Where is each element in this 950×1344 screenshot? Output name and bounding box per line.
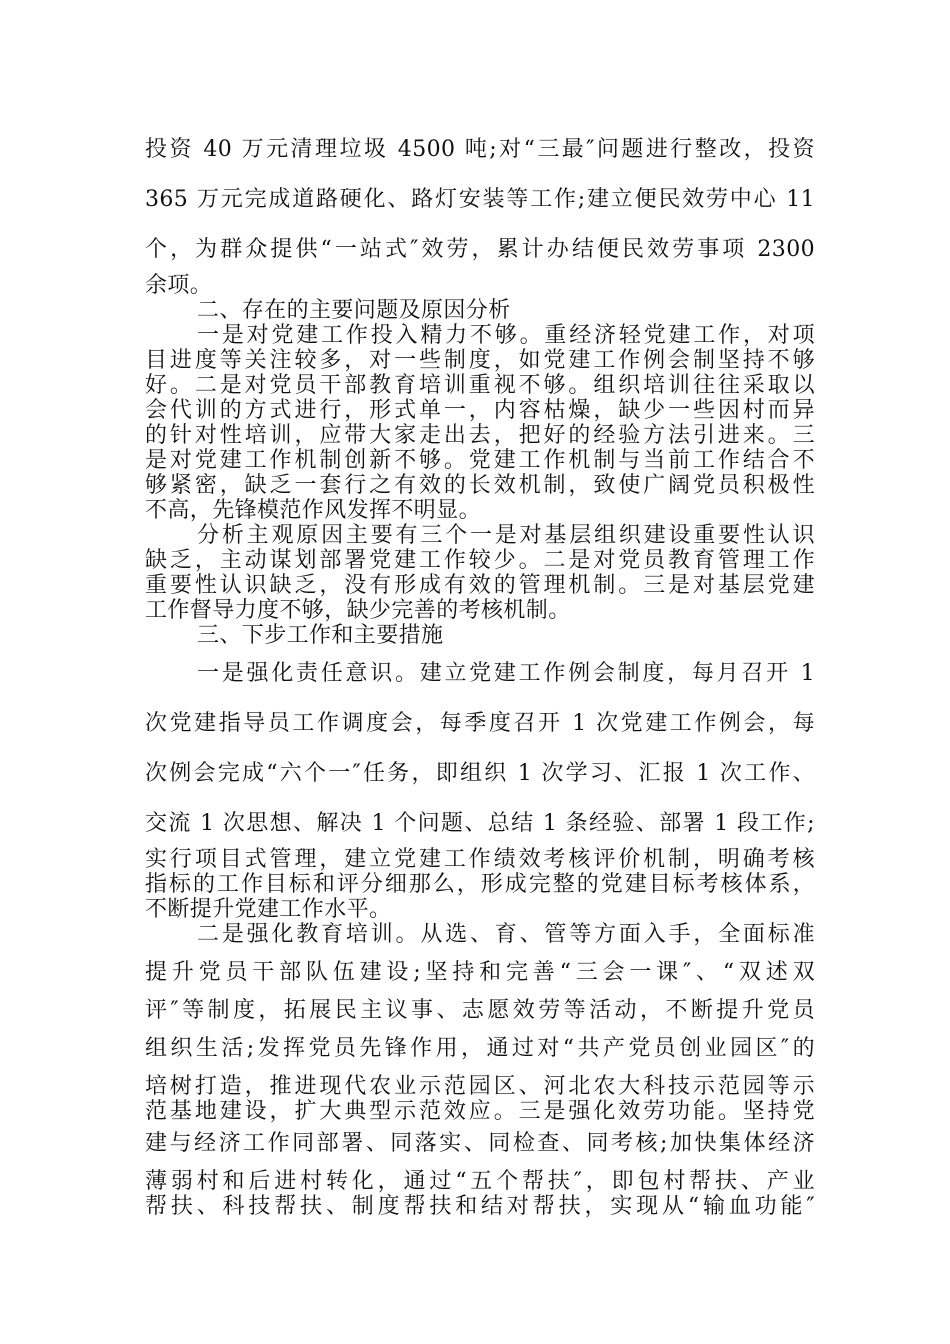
text-line: 指标的工作目标和评分细那么，形成完整的党建目标考核体系， bbox=[145, 872, 815, 897]
text-line: 薄弱村和后进村转化，通过“五个帮扶″，即包村帮扶、产业 bbox=[145, 1169, 815, 1194]
text-line: 建与经济工作同部署、同落实、同检查、同考核;加快集体经济 bbox=[145, 1131, 815, 1156]
text-line: 次党建指导员工作调度会，每季度召开 1 次党建工作例会，每 bbox=[145, 711, 815, 736]
text-line: 个，为群众提供“一站式″效劳，累计办结便民效劳事项 2300 bbox=[145, 237, 815, 262]
text-line: 会代训的方式进行，形式单一，内容枯燥，缺少一些因村而异 bbox=[145, 398, 815, 423]
text-line: 的针对性培训，应带大家走出去，把好的经验方法引进来。三 bbox=[145, 423, 815, 448]
text-line: 不高，先锋模范作风发挥不明显。 bbox=[145, 498, 482, 523]
section-heading: 二、存在的主要问题及原因分析 bbox=[197, 298, 511, 323]
text-line: 组织生活;发挥党员先锋作用，通过对“共产党员创业园区″的 bbox=[145, 1036, 815, 1061]
text-line: 范基地建设，扩大典型示范效应。三是强化效劳功能。坚持党 bbox=[145, 1099, 815, 1124]
text-line: 好。二是对党员干部教育培训重视不够。组织培训往往采取以 bbox=[145, 373, 815, 398]
text-line: 实行项目式管理，建立党建工作绩效考核评价机制，明确考核 bbox=[145, 847, 815, 872]
text-line: 二是强化教育培训。从选、育、管等方面入手，全面标准 bbox=[197, 922, 815, 947]
text-line: 够紧密，缺乏一套行之有效的长效机制，致使广阔党员积极性 bbox=[145, 473, 815, 498]
text-line: 365 万元完成道路硬化、路灯安装等工作;建立便民效劳中心 11 bbox=[145, 187, 815, 212]
text-line: 一是对党建工作投入精力不够。重经济轻党建工作，对项 bbox=[197, 323, 815, 348]
text-line: 是对党建工作机制创新不够。党建工作机制与当前工作结合不 bbox=[145, 448, 815, 473]
text-line: 提升党员干部队伍建设;坚持和完善“三会一课″、“双述双 bbox=[145, 960, 815, 985]
text-line: 一是强化责任意识。建立党建工作例会制度，每月召开 1 bbox=[197, 661, 815, 686]
text-line: 目进度等关注较多，对一些制度，如党建工作例会制坚持不够 bbox=[145, 348, 815, 373]
text-line: 不断提升党建工作水平。 bbox=[145, 897, 392, 922]
text-line: 交流 1 次思想、解决 1 个问题、总结 1 条经验、部署 1 段工作; bbox=[145, 811, 815, 836]
text-line: 评″等制度，拓展民主议事、志愿效劳等活动，不断提升党员 bbox=[145, 998, 815, 1023]
text-line: 余项。 bbox=[145, 273, 213, 298]
section-heading: 三、下步工作和主要措施 bbox=[197, 623, 444, 648]
text-line: 帮扶、科技帮扶、制度帮扶和结对帮扶，实现从“输血功能″ bbox=[145, 1194, 815, 1219]
text-line: 分析主观原因主要有三个一是对基层组织建设重要性认识 bbox=[197, 523, 815, 548]
text-line: 工作督导力度不够，缺少完善的考核机制。 bbox=[145, 598, 571, 623]
text-line: 投资 40 万元清理垃圾 4500 吨;对“三最″问题进行整改，投资 bbox=[145, 137, 815, 162]
text-line: 培树打造，推进现代农业示范园区、河北农大科技示范园等示 bbox=[145, 1074, 815, 1099]
text-line: 次例会完成“六个一″任务，即组织 1 次学习、汇报 1 次工作、 bbox=[145, 761, 815, 786]
text-line: 重要性认识缺乏，没有形成有效的管理机制。三是对基层党建 bbox=[145, 573, 815, 598]
text-line: 缺乏，主动谋划部署党建工作较少。二是对党员教育管理工作 bbox=[145, 548, 815, 573]
